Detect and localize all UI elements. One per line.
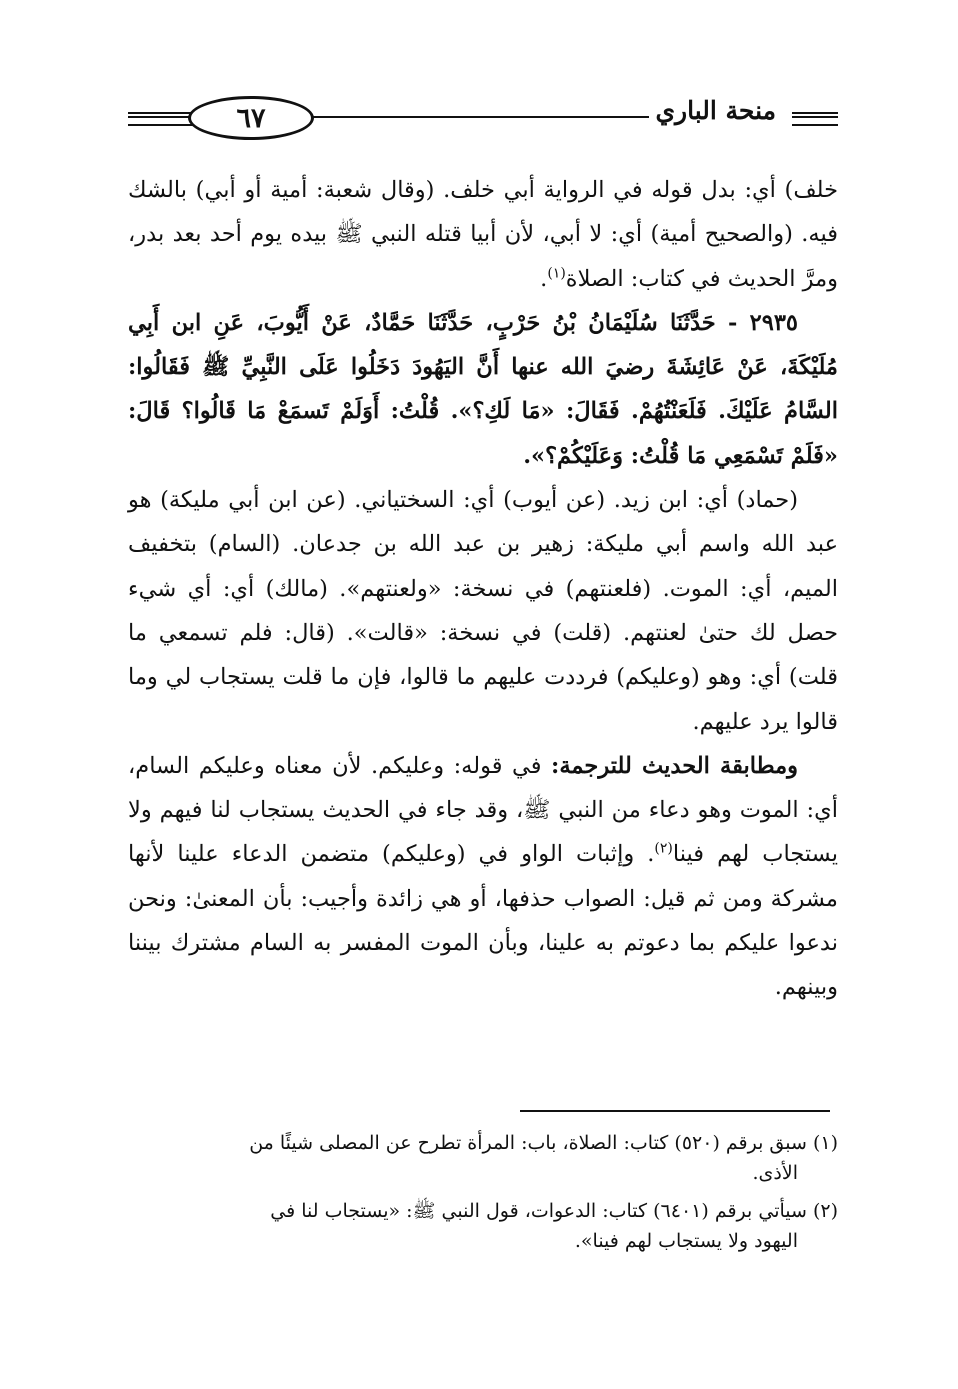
footnote-1: (١)سبق برقم (٥٢٠) كتاب: الصلاة، باب: المرأة تطرح عن المصلى شيئًا من الأذى.: [249, 1132, 838, 1184]
footnote-divider: [520, 1110, 830, 1112]
paragraph-3: ومطابقة الحديث للترجمة: في قوله: وعليكم. لأن معناه وعليكم السام، أي: الموت وهو دعاء من النبي ﷺ، وقد جاء في الحديث يستجاب لنا فيهم ولا يستجاب لهم فينا$^{(٢)}$. وإثبات الواو في (وعليكم) متضمن الدعاء علينا لأنها مشركة ومن ثم قيل: الصواب حذفها، أو هي زائدة وأجيب: بأن المعنىٰ: ونحن ندعوا عليكم بما دعوتم به علينا، وبأن الموت المفسر به السام مشترك بيننا وبينهم.: [128, 752, 838, 1001]
page-header: [128, 92, 838, 142]
header-rule-center: [308, 116, 658, 118]
header-rule-right: [792, 112, 838, 126]
footnote-ref-2: (٢): [654, 840, 673, 857]
footnotes: [128, 1128, 838, 1264]
paragraph-2: (حماد) أي: ابن زيد. (عن أيوب) أي: السختياني. (عن ابن أبي مليكة) هو عبد الله واسم أبي مليكة: زهير بن عبد الله بن جدعان. (السام) بتخفيف الميم، أي: الموت. (فلعنتهم) في نسخة: «ولعنتهم». (مالك) أي: أي شيء حصل لك حتىٰ لعنتهم. (قلت) في نسخة: «قالت». (قال: فلم تسمعي ما قلت) أي: وهو (وعليكم) فرددت عليهم ما قالوا، فإن ما قلت يستجاب لي وما قالوا يرد عليهم.: [128, 487, 838, 735]
book-title: منحة الباري: [649, 96, 782, 125]
hadith-text: ٢٩٣٥ - حَدَّثَنَا سُلَيْمَانُ بْنُ حَرْبٍ، حَدَّثَنَا حَمَّادٌ، عَنْ أَيُّوبَ، عَنِ ابن أَبِي مُلَيْكَةَ، عَنْ عَائِشَةَ رضيَ الله عنها أَنَّ اليَهُودَ دَخَلُوا عَلَى النَّبِيِّ ﷺ فَقَالُوا: السَّامُ عَلَيْكَ. فَلَعَنْتُهُمْ. فَقَالَ: «مَا لَكِ؟». قُلْتُ: أَوَلَمْ تَسمَعْ مَا قَالُوا؟ قَالَ: «فَلَمْ تَسْمَعِي مَا قُلْتُ: وَعَلَيْكُمْ؟».: [128, 309, 838, 469]
section-heading: ومطابقة الحديث للترجمة:: [551, 752, 798, 779]
footnote-ref-1: (١): [547, 265, 566, 282]
paragraph-1: خلف) أي: بدل قوله في الرواية أبي خلف. (وقال شعبة: أمية أو أبي) بالشك فيه. (والصحيح أمية) أي: لا أبي، لأن أبيا قتله النبي ﷺ بيده يوم أحد بعد بدر، ومرَّ الحديث في كتاب: الصلاة$^{(١)}$.: [128, 177, 838, 292]
page-number: ٦٧: [188, 96, 314, 140]
footnote-2: (٢)سيأتي برقم (٦٤٠١) كتاب: الدعوات، قول النبي ﷺ: «يستجاب لنا في اليهود ولا يستجاب لهم فينا».: [270, 1200, 838, 1252]
page-body: [128, 168, 838, 1010]
